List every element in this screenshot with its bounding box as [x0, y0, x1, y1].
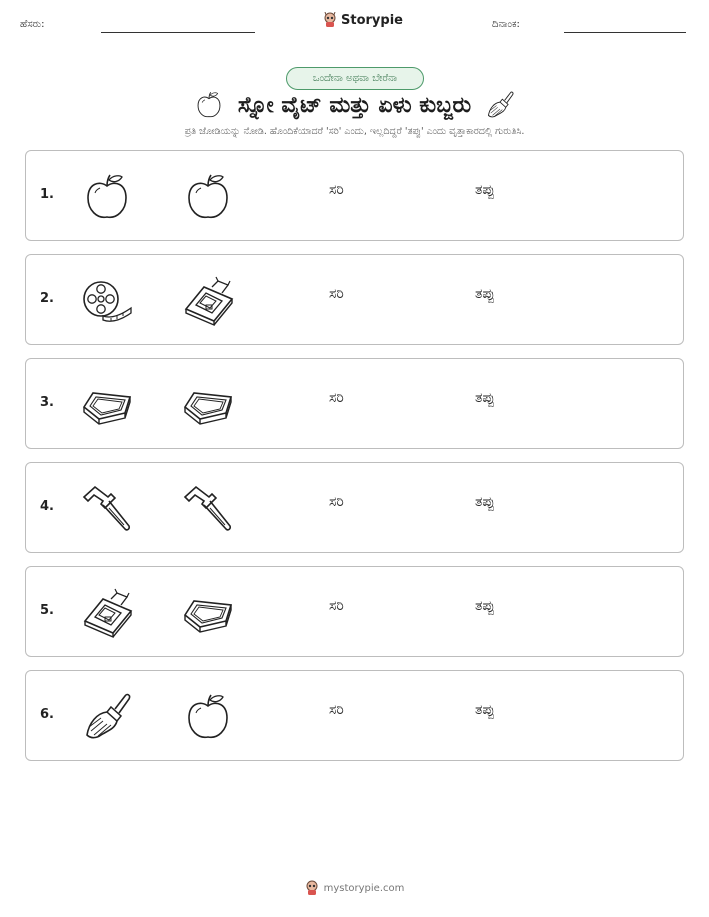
question-number: 6. [40, 707, 54, 722]
date-label: ದಿನಾಂಕ: [492, 19, 520, 30]
apple-icon [194, 90, 224, 120]
page-title: ಸ್ನೋ ವೈಟ್ ಮತ್ತು ಏಳು ಕುಬ್ಜರು [237, 92, 472, 118]
mascot-icon [323, 12, 337, 28]
question-row [25, 670, 684, 761]
coffin-icon [182, 587, 234, 639]
option-yes[interactable]: ಸರಿ [329, 702, 344, 718]
page-header [0, 0, 709, 50]
mascot-icon [305, 880, 319, 896]
option-no[interactable]: ತಪ್ಪು [475, 702, 495, 718]
apple-icon [182, 171, 234, 223]
question-row [25, 566, 684, 657]
title-row [0, 88, 709, 122]
option-yes[interactable]: ಸರಿ [329, 182, 344, 198]
option-no[interactable]: ತಪ್ಪು [475, 494, 495, 510]
name-field-line[interactable] [101, 32, 255, 33]
question-row [25, 462, 684, 553]
brush-icon [485, 90, 515, 120]
option-no[interactable]: ತಪ್ಪು [475, 598, 495, 614]
option-yes[interactable]: ಸರಿ [329, 494, 344, 510]
instruction-text: ಪ್ರತಿ ಜೋಡಿಯನ್ನು ನೋಡಿ. ಹೊಂದಿಕೆಯಾದರೆ 'ಸರಿ' ಎಂದು, ಇಲ್ಲದಿದ್ದರೆ 'ತಪ್ಪು' ಎಂದು ವೃತ್ತಾಕಾರದಲ್ಲಿ ಗುರುತಿಸಿ. [184, 126, 525, 137]
footer-url: mystorypie.com [323, 882, 405, 894]
option-no[interactable]: ತಪ್ಪು [475, 390, 495, 406]
coffin-icon [81, 379, 133, 431]
question-number: 5. [40, 603, 54, 618]
question-row [25, 358, 684, 449]
question-number: 3. [40, 395, 54, 410]
question-number: 1. [40, 187, 54, 202]
question-row [25, 150, 684, 241]
mouse-trap-icon [182, 275, 234, 327]
hammer-icon [182, 483, 234, 535]
logo-text: Storypie [341, 12, 403, 28]
coffin-icon [182, 379, 234, 431]
apple-icon [182, 691, 234, 743]
question-row [25, 254, 684, 345]
option-yes[interactable]: ಸರಿ [329, 390, 344, 406]
storypie-logo [323, 12, 403, 28]
hammer-icon [81, 483, 133, 535]
activity-tag: ಒಂದೇನಾ ಅಥವಾ ಬೇರೆನಾ [286, 67, 424, 90]
brush-icon [81, 691, 133, 743]
page-footer [0, 880, 709, 896]
question-number: 2. [40, 291, 54, 306]
option-no[interactable]: ತಪ್ಪು [475, 286, 495, 302]
mouse-trap-icon [81, 587, 133, 639]
apple-icon [81, 171, 133, 223]
name-label: ಹೆಸರು: [20, 19, 45, 30]
date-field-line[interactable] [564, 32, 686, 33]
option-yes[interactable]: ಸರಿ [329, 598, 344, 614]
option-yes[interactable]: ಸರಿ [329, 286, 344, 302]
option-no[interactable]: ತಪ್ಪು [475, 182, 495, 198]
question-number: 4. [40, 499, 54, 514]
film-reel-icon [81, 275, 133, 327]
